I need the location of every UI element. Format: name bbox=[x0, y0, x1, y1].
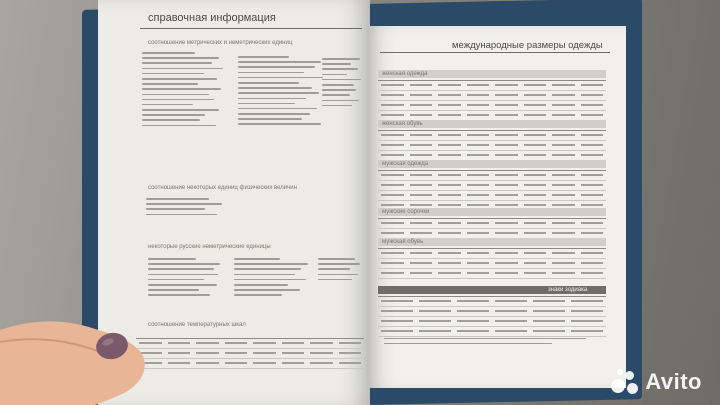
right-section-title: знаки зодиака bbox=[548, 287, 588, 293]
right-section-title: мужская обувь bbox=[382, 239, 424, 245]
left-text-block bbox=[238, 56, 330, 129]
temperature-table bbox=[136, 338, 364, 369]
left-text-block bbox=[142, 52, 230, 130]
size-table bbox=[378, 80, 606, 121]
size-table bbox=[378, 218, 606, 239]
right-section-title: мужская одежда bbox=[382, 161, 429, 167]
size-table bbox=[378, 170, 606, 211]
left-text-block bbox=[146, 198, 356, 219]
size-table bbox=[378, 130, 606, 161]
avito-logo-icon bbox=[611, 369, 639, 395]
right-section-title: женская обувь bbox=[382, 121, 423, 127]
footnote-text bbox=[384, 338, 594, 348]
left-section-title: соотношение метрических и неметрических единиц bbox=[148, 40, 293, 46]
left-text-block bbox=[322, 58, 364, 110]
left-running-head: справочная информация bbox=[148, 12, 276, 24]
right-running-head: международные размеры одежды bbox=[452, 40, 603, 51]
left-text-block bbox=[318, 258, 364, 284]
avito-wordmark: Avito bbox=[645, 369, 702, 394]
right-head-rule bbox=[380, 52, 610, 53]
size-table bbox=[378, 248, 606, 279]
left-text-block bbox=[234, 258, 314, 300]
hand bbox=[0, 290, 170, 405]
left-section-title: соотношение температурных шкал bbox=[148, 322, 246, 328]
right-section-title: мужские сорочки bbox=[382, 209, 430, 215]
left-section-title: соотношение некоторых единиц физических величин bbox=[148, 185, 297, 191]
avito-watermark bbox=[611, 369, 702, 395]
left-head-rule bbox=[140, 28, 362, 29]
right-section-title: женская одежда bbox=[382, 71, 428, 77]
left-section-title: некоторые русские неметрические единицы bbox=[148, 244, 271, 250]
zodiac-table bbox=[378, 296, 606, 337]
